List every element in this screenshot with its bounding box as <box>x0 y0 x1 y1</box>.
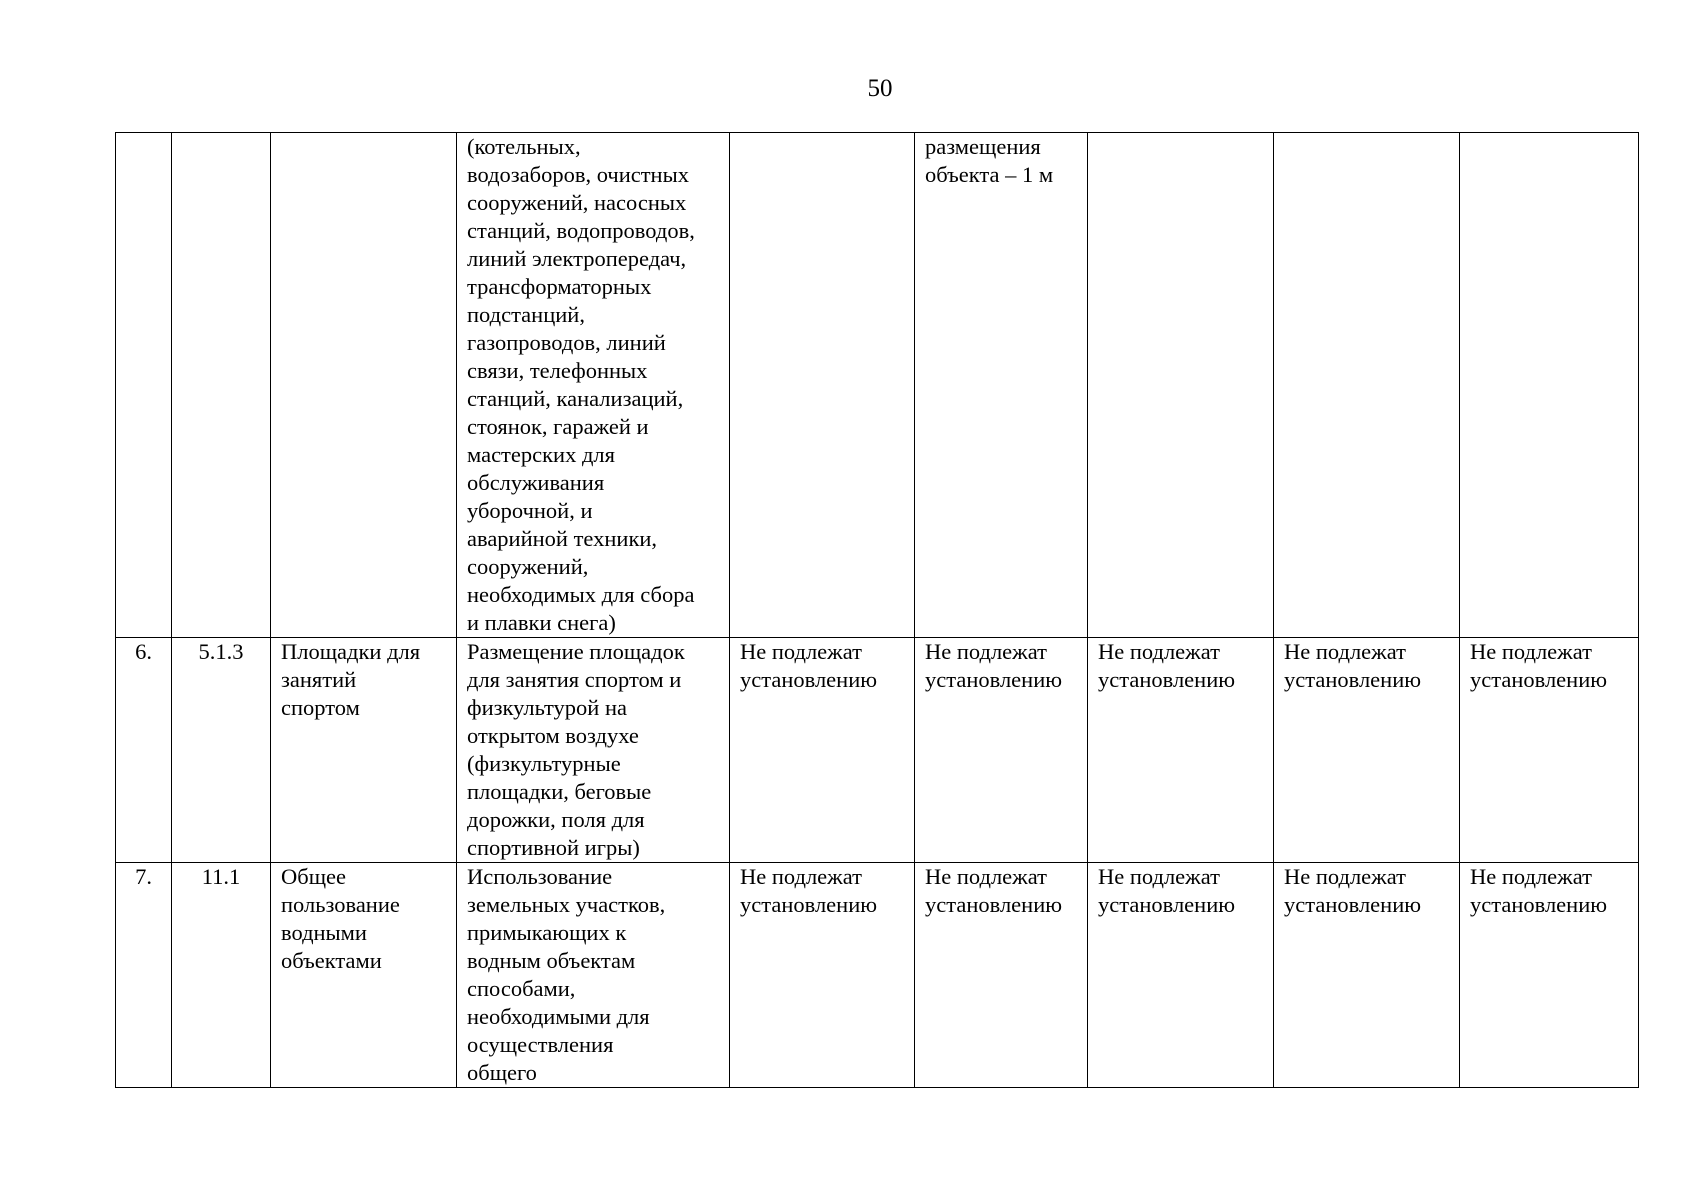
row-col-6: Не подлежат установлению <box>915 863 1088 1088</box>
row-number: 6. <box>116 638 172 863</box>
row-col-5 <box>730 133 915 638</box>
table-row <box>116 863 1639 1088</box>
table-row <box>116 638 1639 863</box>
row-col-9: Не подлежат установлению <box>1460 863 1639 1088</box>
row-col-5: Не подлежат установлению <box>730 863 915 1088</box>
regulations-table <box>115 132 1639 1088</box>
row-col-5: Не подлежат установлению <box>730 638 915 863</box>
row-name: Площадки для занятий спортом <box>271 638 457 863</box>
row-name <box>271 133 457 638</box>
row-description: Использование земельных участков, примыкающих к водным объектам способами, необходимыми для осуществления общего <box>457 863 730 1088</box>
row-col-7: Не подлежат установлению <box>1088 638 1274 863</box>
row-col-9: Не подлежат установлению <box>1460 638 1639 863</box>
row-col-8: Не подлежат установлению <box>1274 638 1460 863</box>
row-col-7 <box>1088 133 1274 638</box>
row-number <box>116 133 172 638</box>
row-name: Общее пользование водными объектами <box>271 863 457 1088</box>
row-col-8: Не подлежат установлению <box>1274 863 1460 1088</box>
row-number: 7. <box>116 863 172 1088</box>
row-code: 11.1 <box>172 863 271 1088</box>
page-number: 50 <box>867 75 893 102</box>
row-code <box>172 133 271 638</box>
row-col-8 <box>1274 133 1460 638</box>
row-col-7: Не подлежат установлению <box>1088 863 1274 1088</box>
row-description: Размещение площадок для занятия спортом и физкультурой на открытом воздухе (физкультурные площадки, беговые дорожки, поля для спортивной игры) <box>457 638 730 863</box>
table-row <box>116 133 1639 638</box>
row-col-6: Не подлежат установлению <box>915 638 1088 863</box>
row-col-9 <box>1460 133 1639 638</box>
row-col-6: размещения объекта – 1 м <box>915 133 1088 638</box>
row-code: 5.1.3 <box>172 638 271 863</box>
row-description: (котельных, водозаборов, очистных сооружений, насосных станций, водопроводов, линий электропередач, трансформаторных подстанций, газопроводов, линий связи, телефонных станций, канализаций, стоянок, гаражей и мастерских для обслуживания уборочной, и аварийной техники, сооружений, необходимых для сбора и плавки снега) <box>457 133 730 638</box>
